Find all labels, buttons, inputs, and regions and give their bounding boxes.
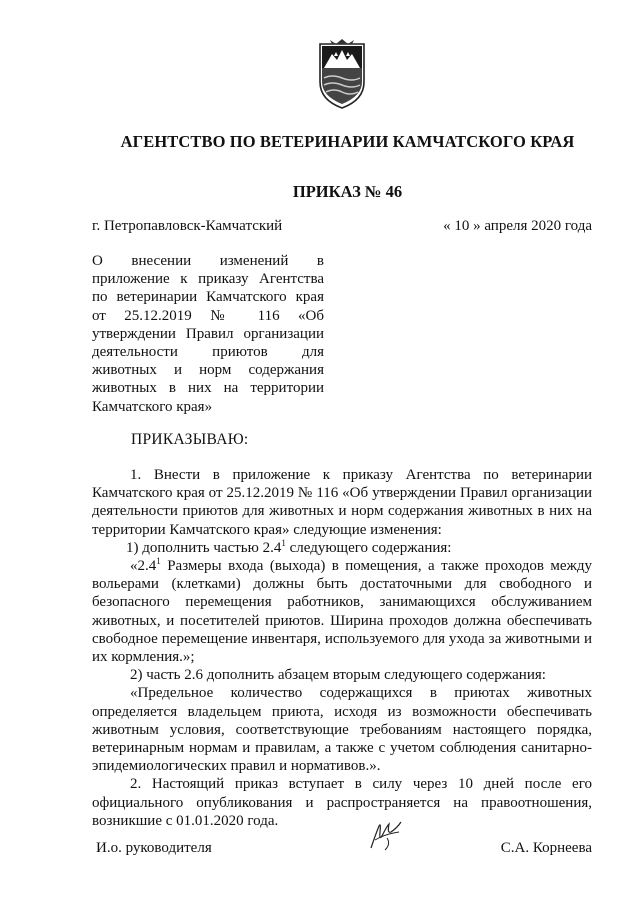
signature-icon bbox=[365, 818, 409, 854]
subject-line: от 25.12.2019 № 116 «Об bbox=[92, 307, 324, 324]
paragraph-3 bbox=[92, 557, 592, 666]
paragraph-1: 1. Внести в приложение к приказу Агентства по ветеринарии Камчатского края от 25.12.2019 № 116 «Об утверждении Правил организации деятельности приютов для животных и норм содержания животных в них на территории Камчатского края» следующие изменения: bbox=[92, 467, 592, 538]
coat-of-arms-icon bbox=[316, 38, 368, 110]
subject-line: Камчатского края» bbox=[92, 398, 213, 415]
order-directive: ПРИКАЗЫВАЮ: bbox=[131, 431, 249, 448]
subject-line: деятельности приютов для bbox=[92, 344, 324, 361]
subject-line: животных и норм содержания bbox=[92, 362, 324, 379]
paragraph-6: 2. Настоящий приказ вступает в силу через 10 дней после его официального опубликования и распространяется на правоотношения, возникшие с 01.01.2020 года. bbox=[92, 776, 592, 829]
order-date: « 10 » апреля 2020 года bbox=[443, 218, 592, 234]
superscript: 1 bbox=[156, 556, 161, 567]
paragraph-3-text-end: Размеры входа (выхода) в помещения, а также проходов между вольерами (клетками) должны быть достаточными для свободного и безопасного перемещения работников, занимающихся обслуживанием животных, и посетителей приютов. Ширина проходов должна обеспечивать свободное перемещение инвентаря, используемого для ухода за животными и их кормления.»; bbox=[92, 558, 592, 666]
paragraph-2 bbox=[92, 539, 592, 557]
order-subject bbox=[92, 252, 324, 416]
signatory-name: С.А. Корнеева bbox=[500, 840, 592, 856]
subject-line: по ветеринарии Камчатского края bbox=[92, 289, 324, 306]
paragraph-4: 2) часть 2.6 дополнить абзацем вторым следующего содержания: bbox=[130, 667, 546, 684]
paragraph-3-text: «2.4 bbox=[130, 558, 157, 575]
signatory-title: И.о. руководителя bbox=[96, 840, 212, 856]
order-title: ПРИКАЗ № 46 bbox=[292, 182, 403, 201]
order-body bbox=[92, 466, 592, 830]
paragraph-5: «Предельное количество содержащихся в приютах животных определяется владельцем приюта, исходя из возможности обеспечивать животным условия, соответствующие требованиям настоящего порядка, ветеринарным нормам и правилам, а также с учетом соблюдения санитарно-эпидемиологических правил и нормативов.». bbox=[92, 685, 592, 775]
subject-line: приложение к приказу Агентства bbox=[92, 271, 324, 288]
agency-title: АГЕНТСТВО ПО ВЕТЕРИНАРИИ КАМЧАТСКОГО КРАЯ bbox=[120, 132, 575, 151]
subject-line: утверждении Правил организации bbox=[92, 325, 324, 342]
paragraph-2-text: 1) дополнить частью 2.4 bbox=[126, 539, 282, 556]
subject-line: О внесении изменений в bbox=[92, 253, 324, 269]
city-label: г. Петропавловск-Камчатский bbox=[92, 218, 283, 234]
subject-line: животных в них на территории bbox=[92, 380, 324, 397]
superscript: 1 bbox=[281, 537, 286, 548]
paragraph-2-text-end: следующего содержания: bbox=[285, 539, 452, 556]
